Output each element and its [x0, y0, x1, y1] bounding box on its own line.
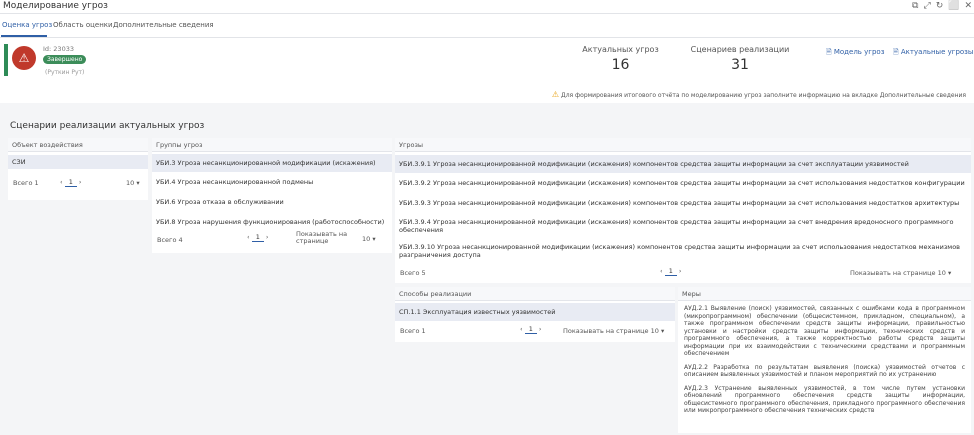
threats-panel [395, 138, 971, 283]
page-number[interactable]: 1 [252, 233, 264, 242]
groups-panel [152, 138, 392, 253]
threat-row[interactable]: УБИ.3.9.4 Угроза несанкционированной модификации (искажения) компонентов средства защиты информации за счет внедрения вредоносного программного обеспечения [399, 218, 954, 234]
group-row[interactable]: УБИ.6 Угроза отказа в обслуживании [156, 198, 284, 206]
actual-threats-count: 16 [611, 57, 630, 73]
prev-page-icon[interactable]: ‹ [520, 325, 523, 333]
tab-threat-assessment[interactable]: Оценка угроз [2, 21, 53, 29]
methods-header: Способы реализации [395, 287, 675, 301]
method-row[interactable]: СП.1.1 Эксплуатация известных уязвимостей [395, 303, 675, 321]
methods-total: Всего 1 [400, 327, 426, 335]
model-id: Id: 23033 [43, 45, 74, 53]
prev-page-icon[interactable]: ‹ [247, 233, 250, 241]
next-page-icon[interactable]: › [78, 178, 82, 186]
next-page-icon[interactable]: › [538, 325, 542, 333]
measures-header: Меры [678, 287, 971, 301]
status-stripe [4, 44, 8, 76]
groups-pager[interactable] [247, 233, 269, 242]
model-author: (Руткин Рут) [45, 69, 85, 76]
groups-per-page[interactable]: 10 ▾ [362, 235, 376, 243]
group-row[interactable]: УБИ.4 Угроза несанкционированной подмены [156, 178, 314, 186]
group-row[interactable]: УБИ.8 Угроза нарушения функционирования (работоспособности) [156, 218, 385, 226]
measure-item: АУД.2.2 Разработка по результатам выявления (поиска) уязвимостей отчетов с описанием выявленных уязвимостей и планом мероприятий по их устранению [684, 363, 965, 378]
measure-item: АУД.2.1 Выявление (поиск) уязвимостей, связанных с ошибками кода в программном (микропрограммном) обеспечении (общесистемном, прикладном, специальном), а также программном обеспечении средств защиты информации, правильностью установки и настройки средств защиты информации, технических средств и программного обеспечения, а также корректностью работы средств защиты информации при их взаимодействии с техническими средствами и программным обеспечением [684, 305, 965, 357]
tab-additional-info[interactable]: Дополнительные сведения [113, 21, 214, 29]
threat-row[interactable]: УБИ.3.9.10 Угроза несанкционированной модификации (искажения) компонентов средства защиты информации за счет использования недостатков механизмов разграничения доступа [399, 243, 961, 259]
threats-pager[interactable] [660, 267, 682, 276]
warning-text: Для формирования итогового отчёта по моделированию угроз заполните информацию на вкладке Дополнительные сведения [561, 92, 966, 99]
refresh-icon[interactable]: ↻ [935, 1, 944, 11]
prev-page-icon[interactable]: ‹ [60, 178, 63, 186]
resize-icon[interactable]: ⤢ [923, 1, 931, 11]
prev-page-icon[interactable]: ‹ [660, 267, 663, 275]
objects-total: Всего 1 [13, 179, 39, 187]
status-badge: Завершено [43, 55, 86, 64]
per-page-value: Показывать на странице 10 [850, 269, 946, 277]
next-page-icon[interactable]: › [265, 233, 269, 241]
threats-total: Всего 5 [400, 269, 426, 277]
measure-item: АУД.2.3 Устранение выявленных уязвимостей, в том числе путем установки обновлений программного обеспечения средств защиты информации, общесистемного программного обеспечения, прикладного программного обеспечения или микропрограммного обеспечения технических средств [684, 384, 965, 414]
object-row[interactable]: СЗИ [8, 155, 148, 169]
window-title: Моделирование угроз [3, 1, 108, 11]
groups-header: Группы угроз [152, 138, 392, 152]
page-number[interactable]: 1 [525, 325, 537, 334]
page-number[interactable]: 1 [65, 178, 77, 187]
actual-threats-link[interactable]: 🗎 Актуальные угрозы [893, 48, 974, 56]
threat-row[interactable]: УБИ.3.9.2 Угроза несанкционированной модификации (искажения) компонентов средства защиты информации за счет использования недостатков конфигурации [399, 179, 965, 187]
next-page-icon[interactable]: › [678, 267, 682, 275]
tab-bar [0, 14, 974, 38]
methods-panel [395, 287, 675, 342]
warning-message [552, 90, 966, 99]
threats-header: Угрозы [395, 138, 971, 152]
groups-per-page-label: Показывать на странице [296, 230, 348, 245]
model-header [0, 38, 974, 103]
per-page-value: Показывать на странице 10 [563, 327, 659, 335]
group-row[interactable]: УБИ.3 Угроза несанкционированной модификации (искажения) [152, 154, 392, 172]
actual-threats-link-label: Актуальные угрозы [900, 48, 974, 56]
threat-warning-icon: ⚠ [12, 46, 36, 70]
objects-header: Объект воздействия [8, 138, 148, 152]
threat-model-link[interactable]: 🗎 Модель угроз [826, 48, 885, 56]
objects-panel [8, 138, 148, 200]
expand-icon[interactable]: ⬜ [948, 1, 960, 11]
per-page-value: 10 [362, 235, 371, 243]
methods-pager[interactable] [520, 325, 542, 334]
active-tab-indicator [1, 35, 47, 37]
scenarios-label: Сценариев реализации [690, 45, 790, 54]
objects-per-page[interactable]: 10 ▾ [126, 179, 140, 187]
copy-icon[interactable]: ⧉ [912, 1, 919, 11]
measures-panel [678, 287, 971, 433]
section-title: Сценарии реализации актуальных угроз [10, 121, 205, 131]
actual-threats-label: Актуальных угроз [582, 45, 659, 54]
tab-assessment-scope[interactable]: Область оценки [53, 21, 113, 29]
warning-icon: ⚠ [551, 90, 560, 99]
threats-per-page[interactable]: Показывать на странице 10 ▾ [850, 269, 952, 277]
objects-pager[interactable] [60, 178, 82, 187]
threat-row[interactable]: УБИ.3.9.1 Угроза несанкционированной модификации (искажения) компонентов средства защиты информации за счет эксплуатации уязвимостей [395, 155, 971, 173]
groups-total: Всего 4 [157, 236, 183, 244]
methods-per-page[interactable]: Показывать на странице 10 ▾ [563, 327, 665, 335]
threat-row[interactable]: УБИ.3.9.3 Угроза несанкционированной модификации (искажения) компонентов средства защиты информации за счет использования недостатков архитектуры [399, 199, 960, 207]
close-icon[interactable]: ✕ [964, 1, 972, 11]
per-page-value: 10 [126, 179, 135, 187]
scenarios-count: 31 [731, 57, 749, 73]
threat-model-link-label: Модель угроз [833, 48, 885, 56]
page-number[interactable]: 1 [665, 267, 677, 276]
title-bar [0, 0, 974, 14]
